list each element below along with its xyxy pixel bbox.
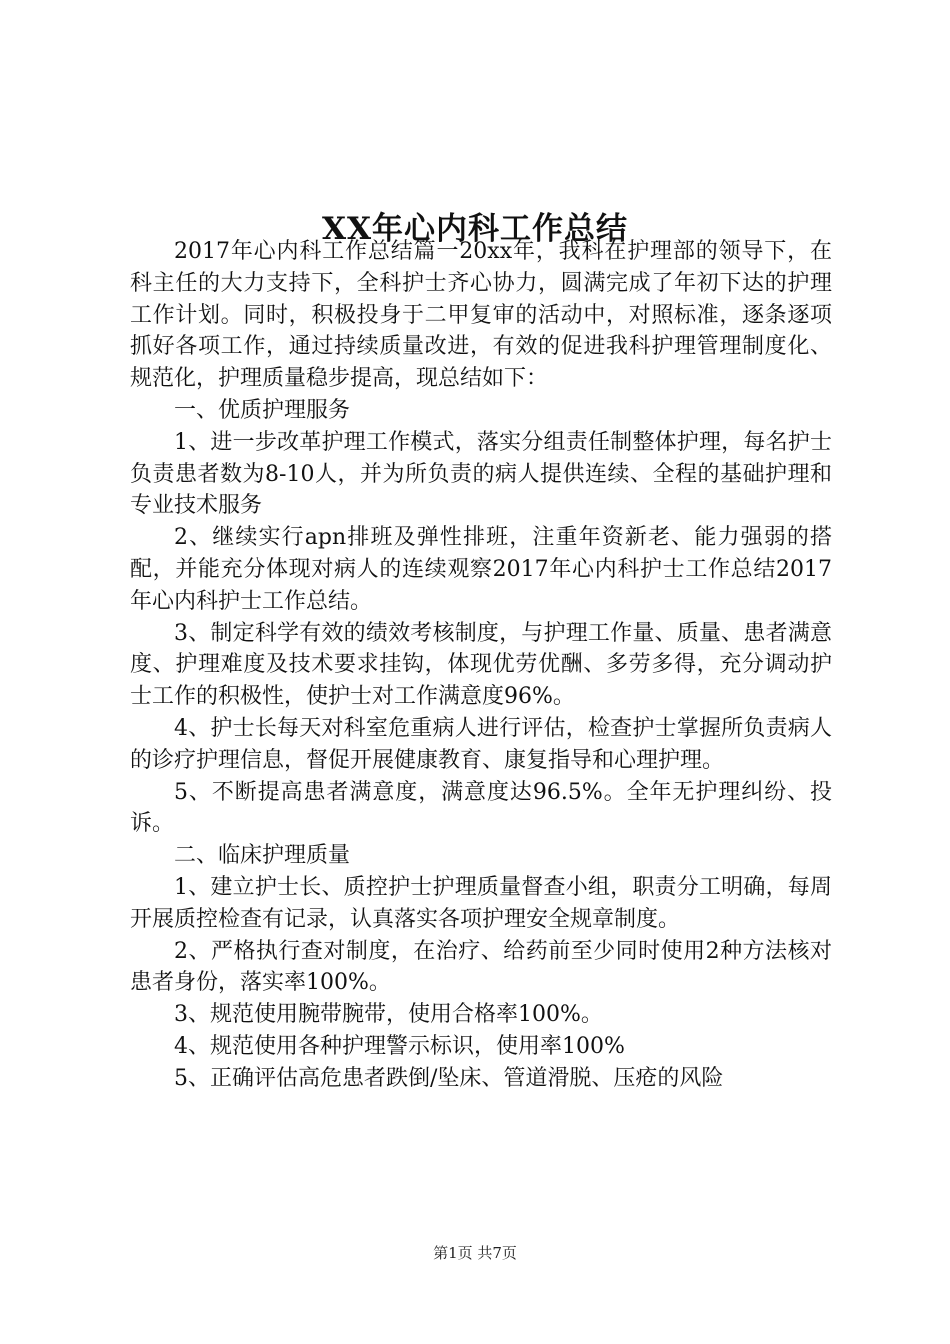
paragraph-item: 4、规范使用各种护理警示标识，使用率100% <box>174 1033 625 1059</box>
paragraph-item: 5、正确评估高危患者跌倒/坠床、管道滑脱、压疮的风险 <box>174 1065 724 1091</box>
page-footer: 第1页 共7页 <box>433 1244 517 1262</box>
paragraph-item: 3、规范使用腕带腕带，使用合格率100%。 <box>174 1002 603 1028</box>
section-heading-quality-service: 一、优质护理服务 <box>174 397 351 423</box>
paragraph-item: 1、建立护士长、质控护士护理质量督查小组，职责分工明确，每周开展质控检查有记录，认真落实各项护理安全规章制度。 <box>130 874 832 932</box>
paragraph-item: 4、护士长每天对科室危重病人进行评估，检查护士掌握所负责病人的诊疗护理信息，督促开展健康教育、康复指导和心理护理。 <box>130 715 832 773</box>
paragraph-intro: 2017年心内科工作总结篇一20xx年，我科在护理部的领导下，在科主任的大力支持下，全科护士齐心协力，圆满完成了年初下达的护理工作计划。同时，积极投身于二甲复审的活动中，对照标准，逐条逐项抓好各项工作，通过持续质量改进，有效的促进我科护理管理制度化、规范化，护理质量稳步提高，现总结如下： <box>130 239 832 392</box>
paragraph-item: 3、制定科学有效的绩效考核制度，与护理工作量、质量、患者满意度、护理难度及技术要求挂钩，体现优劳优酬、多劳多得，充分调动护士工作的积极性，使护士对工作满意度96%。 <box>130 620 832 710</box>
document-body <box>130 236 832 1095</box>
paragraph-item: 1、进一步改革护理工作模式，落实分组责任制整体护理，每名护士负责患者数为8-10人，并为所负责的病人提供连续、全程的基础护理和专业技术服务 <box>130 429 832 519</box>
section-heading-clinical-quality: 二、临床护理质量 <box>174 843 351 869</box>
paragraph-item: 2、继续实行apn排班及弹性排班，注重年资新老、能力强弱的搭配，并能充分体现对病人的连续观察2017年心内科护士工作总结2017年心内科护士工作总结。 <box>130 525 832 614</box>
paragraph-item: 5、不断提高患者满意度，满意度达96.5%。全年无护理纠纷、投诉。 <box>130 779 832 837</box>
paragraph-item: 2、严格执行查对制度，在治疗、给药前至少同时使用2种方法核对患者身份，落实率100%。 <box>130 938 832 996</box>
page-title: XX年心内科工作总结 <box>321 210 629 247</box>
